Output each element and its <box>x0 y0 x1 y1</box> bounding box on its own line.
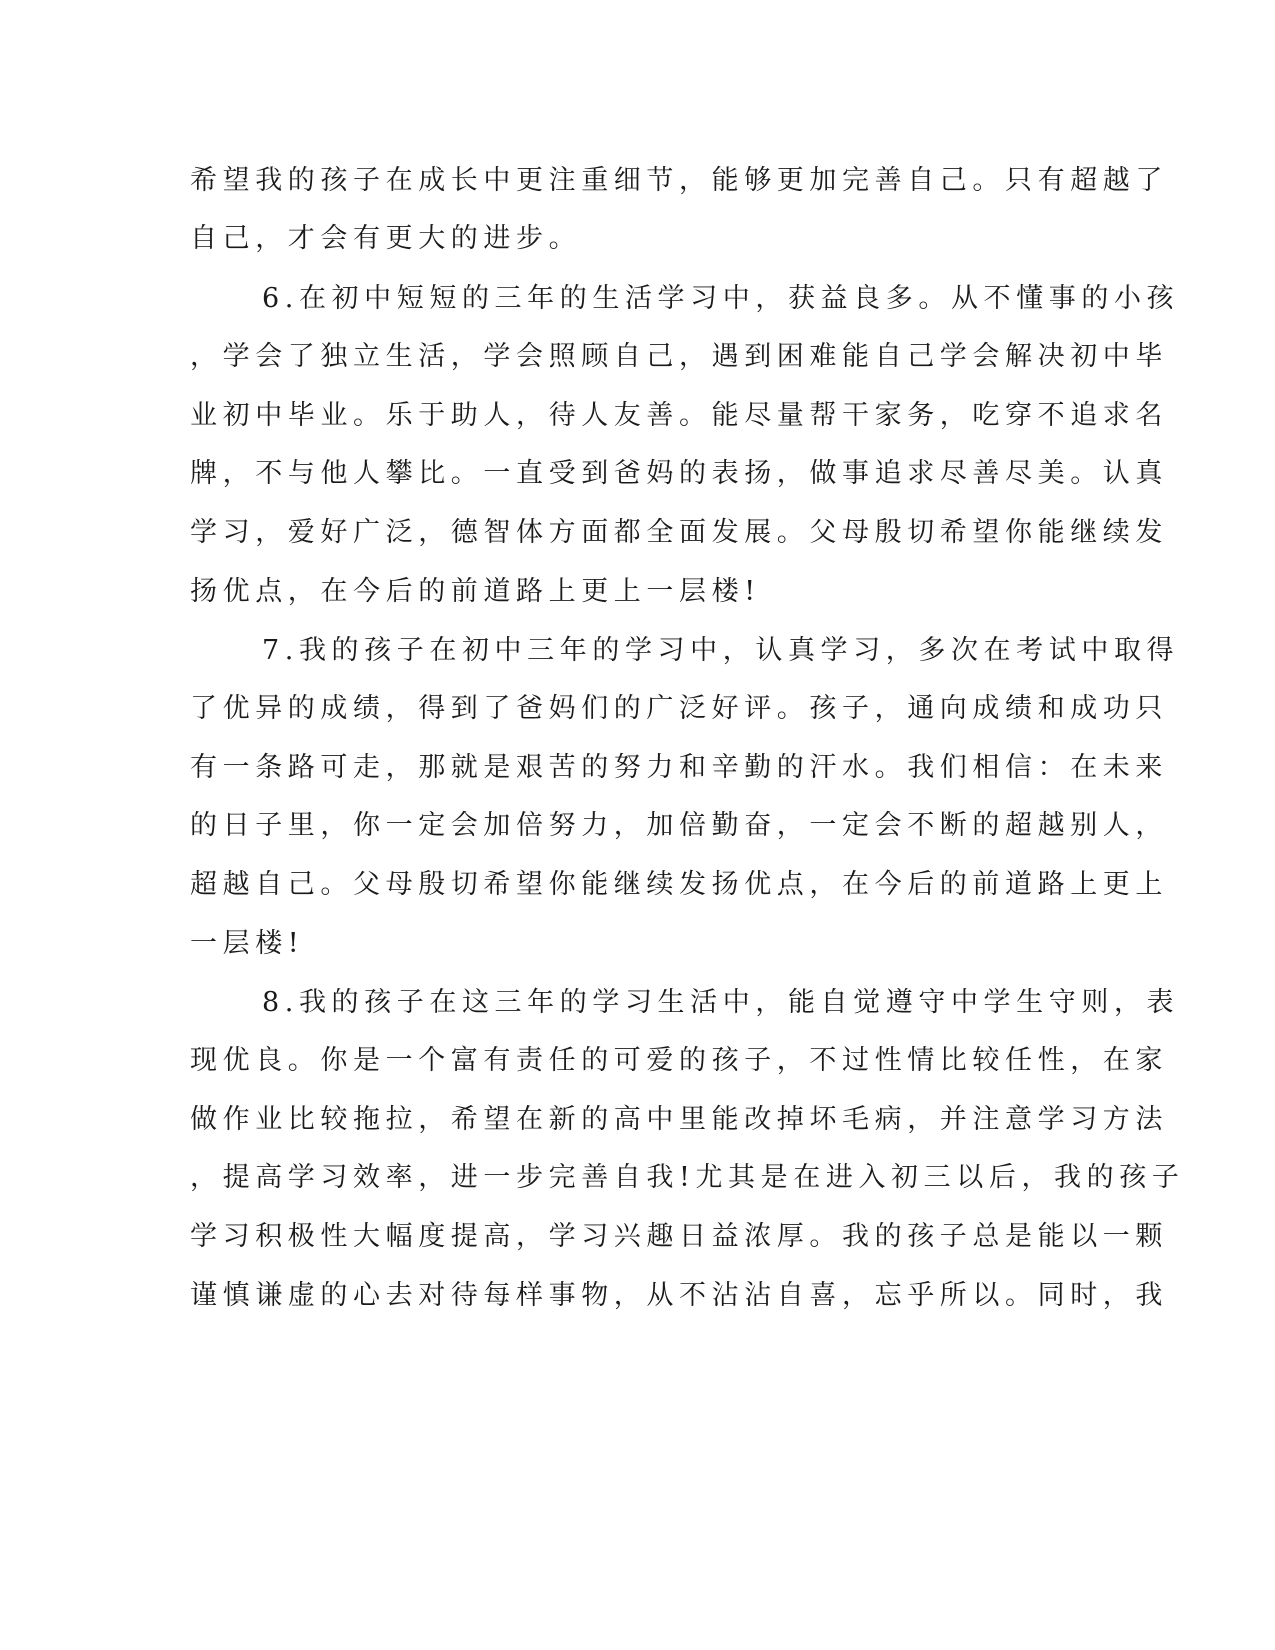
paragraph-6-first-line: 6.在初中短短的三年的生活学习中，获益良多。从不懂事的小孩 <box>262 283 1180 314</box>
text-line: 牌，不与他人攀比。一直受到爸妈的表扬，做事追求尽善尽美。认真 <box>190 458 1168 489</box>
text-line: 的日子里，你一定会加倍努力，加倍勤奋，一定会不断的超越别人， <box>190 810 1168 841</box>
text-line: 谨慎谦虚的心去对待每样事物，从不沾沾自喜，忘乎所以。同时，我 <box>190 1280 1168 1311</box>
text-line: 做作业比较拖拉，希望在新的高中里能改掉坏毛病，并注意学习方法 <box>190 1104 1168 1135</box>
text-line: 现优良。你是一个富有责任的可爱的孩子，不过性情比较任性，在家 <box>190 1045 1168 1076</box>
text-line: 一层楼! <box>190 928 305 959</box>
text-line: 自己，才会有更大的进步。 <box>190 223 582 254</box>
text-line: 学习，爱好广泛，德智体方面都全面发展。父母殷切希望你能继续发 <box>190 517 1168 548</box>
paragraph-7-first-line: 7.我的孩子在初中三年的学习中，认真学习，多次在考试中取得 <box>262 635 1180 666</box>
text-line: 学习积极性大幅度提高，学习兴趣日益浓厚。我的孩子总是能以一颗 <box>190 1221 1168 1252</box>
text-line: 有一条路可走，那就是艰苦的努力和辛勤的汗水。我们相信：在未来 <box>190 752 1168 783</box>
text-line: 业初中毕业。乐于助人，待人友善。能尽量帮干家务，吃穿不追求名 <box>190 400 1168 431</box>
text-line: 超越自己。父母殷切希望你能继续发扬优点，在今后的前道路上更上 <box>190 869 1168 900</box>
text-line: 扬优点，在今后的前道路上更上一层楼! <box>190 576 761 607</box>
text-line: 希望我的孩子在成长中更注重细节，能够更加完善自己。只有超越了 <box>190 165 1168 196</box>
text-line: ，提高学习效率，进一步完善自我!尤其是在进入初三以后，我的孩子 <box>190 1162 1185 1193</box>
paragraph-8-first-line: 8.我的孩子在这三年的学习生活中，能自觉遵守中学生守则，表 <box>262 987 1180 1018</box>
text-line: 了优异的成绩，得到了爸妈们的广泛好评。孩子，通向成绩和成功只 <box>190 693 1168 724</box>
text-line: ，学会了独立生活，学会照顾自己，遇到困难能自己学会解决初中毕 <box>190 341 1168 372</box>
